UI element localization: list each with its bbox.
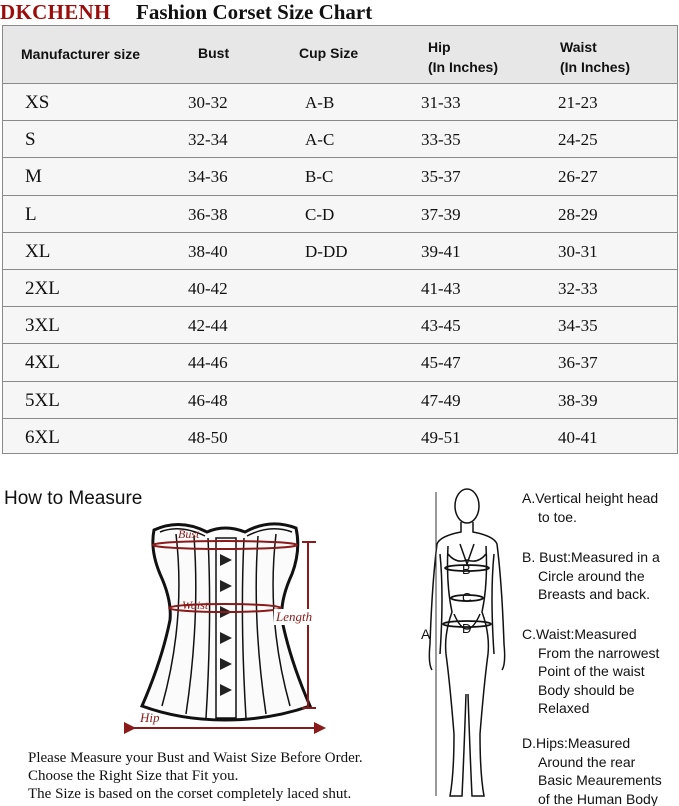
- legend-c-line-3: Point of the waist: [538, 663, 645, 679]
- cell-size: M: [25, 166, 42, 188]
- table-row: [3, 83, 677, 120]
- cell-cup-size: A-B: [305, 93, 335, 112]
- legend-b-line-3: Breasts and back.: [538, 586, 651, 602]
- cell-size: 6XL: [25, 426, 60, 448]
- header-manufacturer-size: Manufacturer size: [21, 46, 141, 62]
- cell-hip: 33-35: [421, 130, 461, 150]
- cell-waist: 30-31: [558, 241, 598, 261]
- body-diagram: [410, 484, 520, 806]
- cell-bust: 48-50: [188, 427, 228, 447]
- cell-hip: 45-47: [421, 353, 461, 373]
- header-waist-unit: (In Inches): [560, 59, 631, 75]
- legend-a-line-2: to toe.: [538, 508, 577, 525]
- header-bust: Bust: [198, 45, 230, 61]
- header-waist: Waist: [560, 39, 597, 55]
- cell-waist: 24-25: [558, 130, 598, 150]
- cell-cup-size: B-C: [305, 167, 334, 187]
- cell-hip: 47-49: [421, 390, 461, 410]
- cell-size: 2XL: [25, 278, 60, 299]
- cell-hip: 35-37: [421, 167, 461, 187]
- legend-b-line-1: B. Bust:Measured in a: [522, 549, 660, 565]
- corset-waist-label: Waist: [182, 598, 209, 612]
- legend-d-line-4: of the Human Body: [538, 790, 658, 806]
- cell-waist: 21-23: [558, 93, 598, 112]
- cell-size: 3XL: [25, 315, 60, 337]
- cell-bust: 36-38: [188, 204, 228, 224]
- brand-name: DKCHENH: [0, 0, 111, 24]
- table-header: [3, 26, 677, 83]
- cell-hip: 41-43: [421, 279, 461, 298]
- legend-d-line-1: D.Hips:Measured: [522, 735, 631, 751]
- table-row: [3, 343, 677, 380]
- body-label-c: C: [462, 590, 472, 605]
- table-row: [3, 120, 677, 157]
- legend-a-line-1: A.Vertical height head: [522, 490, 659, 506]
- cell-size: 4XL: [25, 352, 60, 374]
- cell-waist: 28-29: [558, 204, 598, 224]
- page-title: Fashion Corset Size Chart: [136, 0, 373, 24]
- cell-bust: 32-34: [188, 130, 228, 150]
- cell-size: XS: [25, 92, 50, 113]
- legend-c-line-2: From the narrowest: [538, 644, 660, 661]
- cell-size: L: [25, 203, 37, 225]
- body-label-b: B: [462, 562, 471, 577]
- cell-hip: 43-45: [421, 316, 461, 336]
- cell-hip: 31-33: [421, 93, 461, 112]
- table-row: [3, 157, 677, 194]
- cell-waist: 26-27: [558, 167, 598, 187]
- table-row: [3, 232, 677, 269]
- legend-b-line-2: Circle around the: [538, 567, 645, 584]
- table-row: [3, 418, 677, 455]
- cell-waist: 32-33: [558, 279, 598, 298]
- cell-bust: 34-36: [188, 167, 228, 187]
- how-to-measure-heading: How to Measure: [4, 488, 143, 509]
- cell-hip: 39-41: [421, 241, 461, 261]
- cell-size: S: [25, 129, 36, 151]
- cell-waist: 36-37: [558, 353, 598, 373]
- cell-cup-size: C-D: [305, 204, 335, 224]
- table-row: [3, 381, 677, 418]
- legend-b: [522, 548, 660, 604]
- legend-a: [522, 489, 658, 526]
- table-row: [3, 306, 677, 343]
- cell-cup-size: A-C: [305, 130, 335, 150]
- cell-bust: 46-48: [188, 390, 228, 410]
- cell-size: 5XL: [25, 389, 60, 411]
- legend-c-line-4: Body should be: [538, 681, 635, 698]
- cell-bust: 38-40: [188, 241, 228, 261]
- cell-cup-size: D-DD: [305, 241, 348, 261]
- cell-waist: 38-39: [558, 390, 598, 410]
- legend-c-line-1: C.Waist:Measured: [522, 626, 637, 642]
- body-label-d: D: [462, 621, 472, 636]
- legend-c: [522, 625, 659, 718]
- legend-d-line-2: Around the rear: [538, 753, 636, 770]
- legend-c-line-5: Relaxed: [538, 700, 590, 716]
- header-hip-unit: (In Inches): [428, 59, 499, 75]
- corset-bust-label: Bust: [178, 527, 200, 541]
- measure-note-2: Choose the Right Size that Fit you.: [28, 768, 239, 784]
- legend-d: [522, 734, 662, 806]
- corset-hip-label: Hip: [140, 710, 160, 725]
- cell-bust: 40-42: [188, 279, 228, 298]
- body-label-a: A: [421, 626, 431, 642]
- cell-hip: 37-39: [421, 204, 461, 224]
- table-row: [3, 269, 677, 306]
- cell-bust: 44-46: [188, 353, 228, 373]
- legend-d-line-3: Basic Meaurements: [538, 772, 662, 788]
- corset-length-label: Length: [276, 609, 313, 624]
- measure-note-1: Please Measure your Bust and Waist Size Before Order.: [28, 750, 363, 766]
- cell-bust: 42-44: [188, 316, 228, 336]
- cell-bust: 30-32: [188, 93, 228, 112]
- cell-hip: 49-51: [421, 427, 461, 447]
- cell-waist: 34-35: [558, 316, 598, 336]
- measure-note-3: The Size is based on the corset completely laced shut.: [28, 786, 352, 802]
- table-row: [3, 195, 677, 232]
- size-chart-table: [2, 25, 678, 454]
- header-hip: Hip: [428, 39, 451, 55]
- human-body-outline: [410, 484, 520, 806]
- cell-waist: 40-41: [558, 427, 598, 447]
- header-cup-size: Cup Size: [299, 45, 359, 61]
- cell-size: XL: [25, 240, 51, 262]
- corset-diagram: [120, 510, 330, 740]
